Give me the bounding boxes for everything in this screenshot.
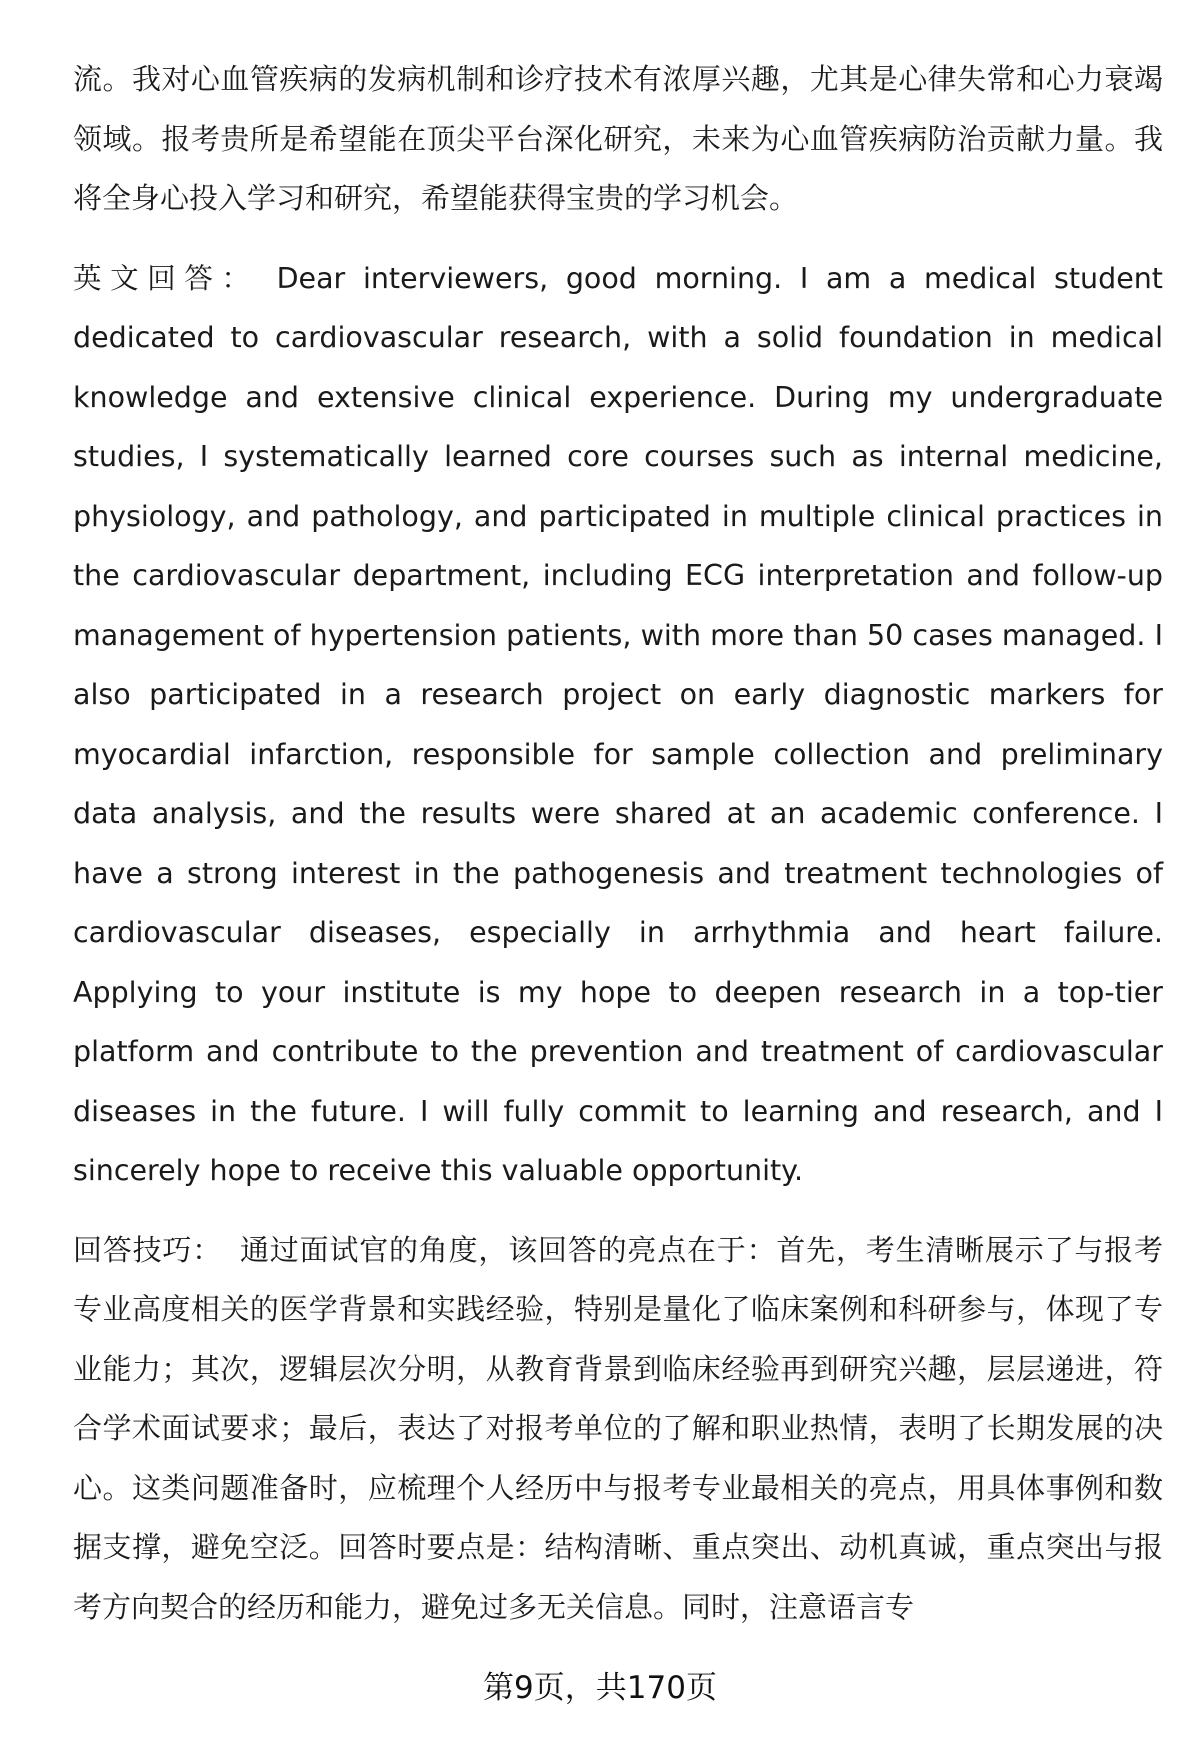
answer-tips-text: 通过面试官的角度，该回答的亮点在于：首先，考生清晰展示了与报考专业高度相关的医学背景和实践经验，特别是量化了临床案例和科研参与，体现了专业能力；其次，逻辑层次分明，从教育背景到临床经验再到研究兴趣，层层递进，符合学术面试要求；最后，表达了对报考单位的了解和职业热情，表明了长期发展的决心。这类问题准备时，应梳理个人经历中与报考专业最相关的亮点，用具体事例和数据支撑，避免空泛。回答时要点是：结构清晰、重点突出、动机真诚，重点突出与报考方向契合的经历和能力，避免过多无关信息。同时，注意语言专	[73, 1232, 1163, 1624]
page-number-footer: 第9页，共170页	[483, 1670, 717, 1706]
paragraph-english-answer	[73, 249, 1163, 1201]
english-answer-label: 英文回答：	[73, 261, 259, 295]
paragraph-chinese-answer-end: 流。我对心血管疾病的发病机制和诊疗技术有浓厚兴趣，尤其是心律失常和心力衰竭领域。报考贵所是希望能在顶尖平台深化研究，未来为心血管疾病防治贡献力量。我将全身心投入学习和研究，希望能获得宝贵的学习机会。	[73, 62, 1163, 215]
answer-tips-label: 回答技巧：	[73, 1232, 222, 1267]
paragraph-answer-tips	[73, 1221, 1163, 1638]
document-body	[73, 50, 1163, 1637]
english-answer-text: Dear interviewers, good morning. I am a medical student dedicated to cardiovascular research, with a solid foundation in medical knowledge and extensive clinical experience. During my undergraduate studies, I systematically learned core courses such as internal medicine, physiology, and pathology, and participated in multiple clinical practices in the cardiovascular department, including ECG interpretation and follow-up management of hypertension patients, with more than 50 cases managed. I also participated in a research project on early diagnostic markers for myocardial infarction, responsible for sample collection and preliminary data analysis, and the results were shared at an academic conference. I have a strong interest in the pathogenesis and treatment technologies of cardiovascular diseases, especially in arrhythmia and heart failure. Applying to your institute is my hope to deepen research in a top-tier platform and contribute to the prevention and treatment of cardiovascular diseases in the future. I will fully commit to learning and research, and I sincerely hope to receive this valuable opportunity.	[73, 261, 1163, 1187]
